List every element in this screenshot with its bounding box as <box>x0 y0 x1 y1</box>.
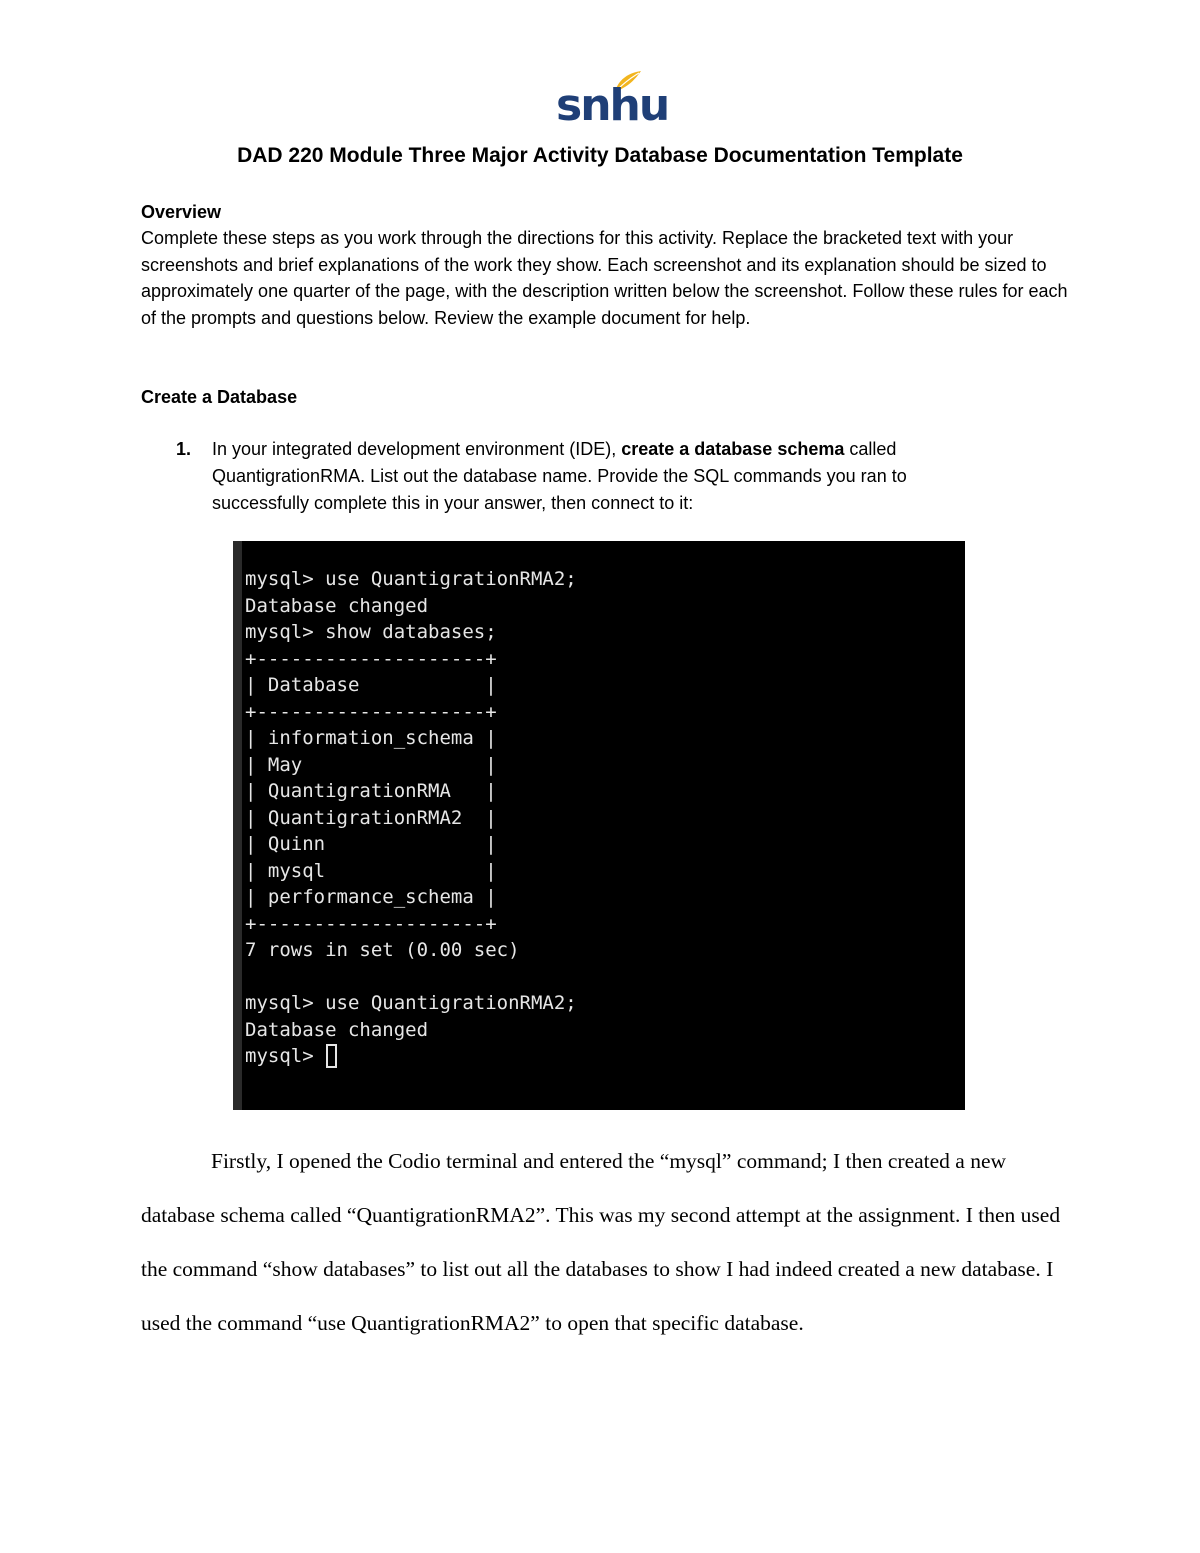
terminal-line: mysql> use QuantigrationRMA2; <box>245 568 577 590</box>
terminal-line: mysql> show databases; <box>245 621 497 643</box>
overview-body: Complete these steps as you work through the directions for this activity. Replace the bracketed text with your screenshots and brief explanations of the work they show. Each screenshot and its explanation should be sized to approximately one quarter of the page, with the description written below the screenshot. Follow these rules for each of the prompts and questions below. Review the example document for help. <box>141 228 1068 328</box>
logo-text: snhu <box>556 80 669 131</box>
step-text <box>212 436 992 517</box>
terminal-line: +--------------------+ <box>245 700 497 723</box>
terminal-line: mysql> use QuantigrationRMA2; <box>245 992 577 1014</box>
explanation-paragraph: Firstly, I opened the Codio terminal and entered the “mysql” command; I then created a new database schema called “QuantigrationRMA2”. This was my second attempt at the assignment. I then used the command “show databases” to list out all the databases to show I had indeed created a new database. I used the command “use QuantigrationRMA2” to open that specific database. <box>141 1149 1061 1335</box>
terminal-output <box>245 566 577 1070</box>
terminal-cursor <box>326 1044 337 1068</box>
step-text-part-2: called QuantigrationRMA. List out the database name. Provide the SQL commands you ran to successfully complete this in your answer, then connect to it: <box>212 439 907 513</box>
overview-heading: Overview <box>141 202 222 222</box>
logo <box>0 70 1200 136</box>
step-text-part-1: In your integrated development environment (IDE), <box>212 439 622 459</box>
create-database-heading: Create a Database <box>141 387 298 407</box>
terminal-line: | mysql | <box>245 859 497 882</box>
terminal-line: Database changed <box>245 1018 429 1041</box>
step-text-bold: create a database schema <box>621 439 845 459</box>
terminal-line: 7 rows in set (0.00 sec) <box>245 939 520 961</box>
terminal-line: | Database | <box>245 674 497 696</box>
terminal-line: | Quinn | <box>245 833 497 855</box>
terminal-line: | May | <box>245 753 497 776</box>
terminal-line: | QuantigrationRMA2 | <box>245 806 497 829</box>
terminal-line: | information_schema | <box>245 727 497 749</box>
terminal-line: | QuantigrationRMA | <box>245 780 497 802</box>
terminal-line: mysql> <box>245 1045 326 1067</box>
terminal-line: +--------------------+ <box>245 647 497 670</box>
terminal-line: | performance_schema | <box>245 886 497 908</box>
step-number: 1. <box>176 439 192 459</box>
document-title: DAD 220 Module Three Major Activity Database Documentation Template <box>237 144 963 167</box>
terminal-line: Database changed <box>245 594 429 617</box>
terminal-line: +--------------------+ <box>245 912 497 935</box>
terminal-screenshot <box>233 541 965 1110</box>
